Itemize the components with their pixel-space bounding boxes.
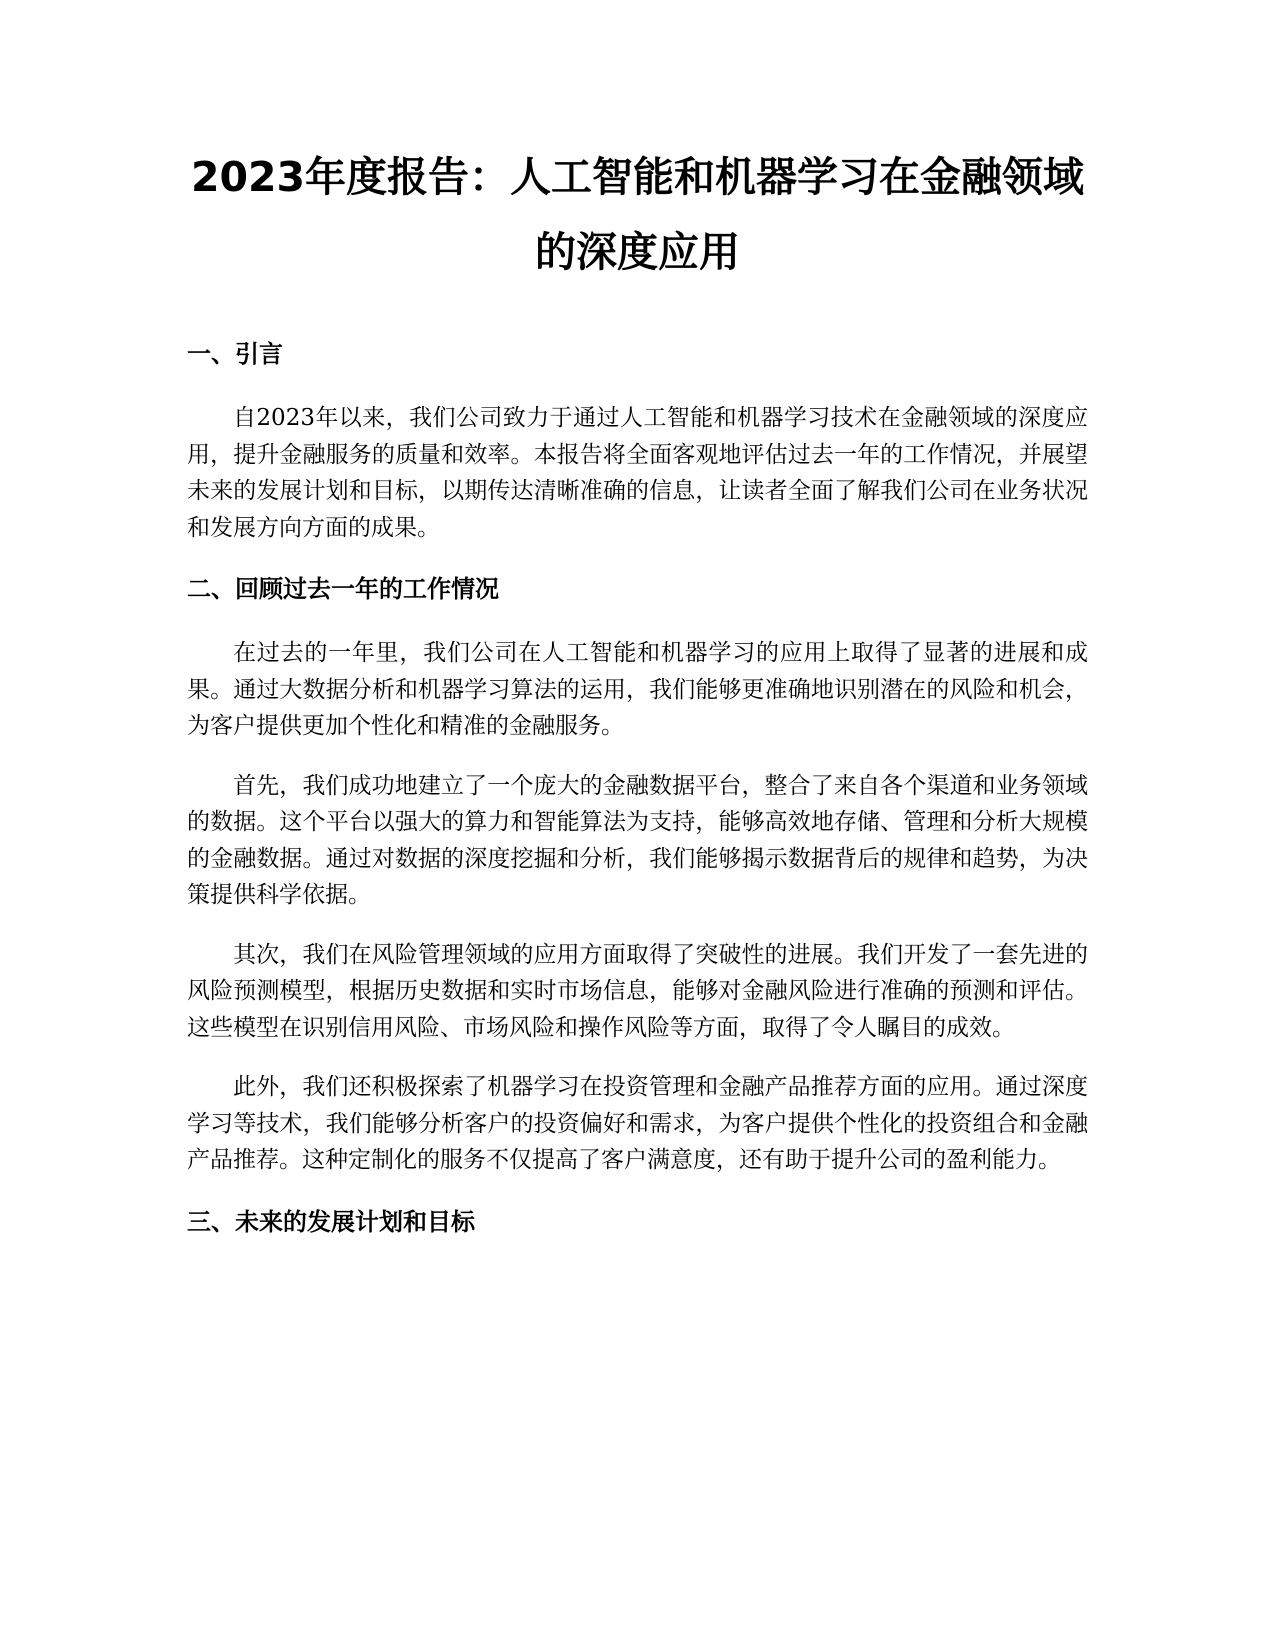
paragraph: 首先，我们成功地建立了一个庞大的金融数据平台，整合了来自各个渠道和业务领域的数据。这个平台以强大的算力和智能算法为支持，能够高效地存储、管理和分析大规模的金融数据。通过对数据的深度挖掘和分析，我们能够揭示数据背后的规律和趋势，为决策提供科学依据。 — [187, 772, 1088, 908]
document-title: 2023年度报告：人工智能和机器学习在金融领域的深度应用 — [190, 153, 1085, 276]
section-heading-review: 二、回顾过去一年的工作情况 — [187, 575, 499, 603]
paragraph: 在过去的一年里，我们公司在人工智能和机器学习的应用上取得了显著的进展和成果。通过大数据分析和机器学习算法的运用，我们能够更准确地识别潜在的风险和机会，为客户提供更加个性化和精准的金融服务。 — [187, 640, 1088, 739]
paragraph: 此外，我们还积极探索了机器学习在投资管理和金融产品推荐方面的应用。通过深度学习等技术，我们能够分析客户的投资偏好和需求，为客户提供个性化的投资组合和金融产品推荐。这种定制化的服务不仅提高了客户满意度，还有助于提升公司的盈利能力。 — [187, 1074, 1088, 1173]
section-heading-future-plans: 三、未来的发展计划和目标 — [187, 1207, 475, 1236]
paragraph: 其次，我们在风险管理领域的应用方面取得了突破性的进展。我们开发了一套先进的风险预测模型，根据历史数据和实时市场信息，能够对金融风险进行准确的预测和评估。这些模型在识别信用风险、市场风险和操作风险等方面，取得了令人瞩目的成效。 — [187, 941, 1088, 1041]
document-body — [187, 140, 1088, 1238]
section-heading-introduction: 一、引言 — [187, 340, 283, 368]
paragraph: 自2023年以来，我们公司致力于通过人工智能和机器学习技术在金融领域的深度应用，提升金融服务的质量和效率。本报告将全面客观地评估过去一年的工作情况，并展望未来的发展计划和目标，以期传达清晰准确的信息，让读者全面了解我们公司在业务状况和发展方向方面的成果。 — [187, 405, 1088, 541]
